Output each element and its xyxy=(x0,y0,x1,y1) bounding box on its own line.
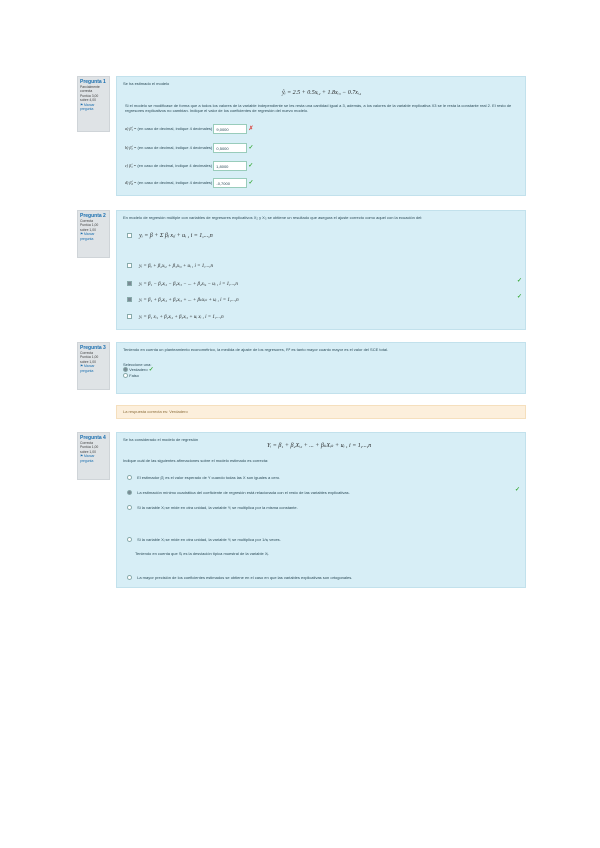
question-number: Pregunta 4 xyxy=(80,435,106,441)
q4-option-2[interactable]: La estimación mínimo cuadrática del coeficiente de regresión está relacionada con el resto de las variables explicativas. xyxy=(127,490,350,495)
question-points: Puntúa 3,00 sobre 4,00 xyxy=(80,93,99,103)
flag-question-link[interactable]: ⚑ Marcar pregunta xyxy=(80,364,95,373)
radio-button[interactable] xyxy=(123,373,128,378)
q1-statement: Si el modelo se modificase de forma que a todos los valores de la variable independiente se les resta una cantidad igual a 3, además, a los valores de la variable explicativa X3 se le resta la constante real 2. El resto de regresores explicativos no cambian. Indique el valor de los coeficientes de regresión del nuevo modelo. xyxy=(125,103,512,113)
flag-question-link[interactable]: ⚑ Marcar pregunta xyxy=(80,232,95,241)
q1-answer-row-b: b) β̂₂ = (en caso de decimal, indique 4 decimales) 0,5000 ✓ xyxy=(125,143,254,153)
checkbox[interactable] xyxy=(127,263,132,268)
correct-icon: ✓ xyxy=(248,180,254,187)
radio-button[interactable] xyxy=(123,367,128,372)
q4-option-5[interactable]: La mayor precisión de los coeficientes estimados se obtiene en el caso en que las variables explicativas son ortogonales. xyxy=(127,575,352,580)
question-number: Pregunta 3 xyxy=(80,345,106,351)
question-2-info xyxy=(77,210,110,258)
question-3-info xyxy=(77,342,110,390)
q2-option-1[interactable]: yᵢ = β + Σ βⱼ xᵢⱼ + uᵢ , i = 1,...,n xyxy=(127,233,213,239)
question-number: Pregunta 2 xyxy=(80,213,106,219)
q4-option-4[interactable]: Si la variable Xᵢ se mide en otra unidad, la variable Yᵢ se multiplica por 1/sᵢ veces. xyxy=(127,537,281,542)
radio-button[interactable] xyxy=(127,537,132,542)
checkbox[interactable] xyxy=(127,233,132,238)
correct-icon: ✓ xyxy=(248,145,254,152)
answer-field-b[interactable]: 0,5000 xyxy=(213,143,247,153)
question-4-body xyxy=(116,432,526,588)
q4-option-3[interactable]: Si la variable Xᵢ se mide en otra unidad, la variable Yᵢ se multiplica por la misma constante. xyxy=(127,505,298,510)
question-number: Pregunta 1 xyxy=(80,79,106,85)
question-status: Correcta xyxy=(80,219,94,223)
q2-option-5[interactable]: yᵢ = β₁ xᵢ₁ + β₂xᵢ₂ + β₃xᵢ₃ + uᵢ xᵢ , i = 1,...,n xyxy=(127,314,224,320)
q2-option-3[interactable]: yᵢ = β₁ − β₂xᵢ₂ − β₃xᵢ₃ − ... + β₄xᵢ₄ − uᵢ , i = 1,...,n xyxy=(127,281,238,287)
question-2-body xyxy=(116,210,526,330)
radio-button[interactable] xyxy=(127,475,132,480)
answer-field-c[interactable]: 1,8000 xyxy=(213,161,247,171)
q2-option-4[interactable]: yᵢ = β₁ + β₂xᵢ₂ + β₃xᵢ₃ + ... + βₖxᵢₖ + uᵢ , i = 1,...,n xyxy=(127,297,239,303)
question-4-info xyxy=(77,432,110,480)
q1-answer-row-a: a) β̂₁ = (en caso de decimal, indique 4 decimales) 9,0000 ✗ xyxy=(125,124,254,134)
correct-icon: ✓ xyxy=(148,367,154,373)
q1-model: ŷᵢ = 2.5 + 0.5xᵢ₂ + 1.8xᵢ₃ − 0.7xᵢ₄ xyxy=(282,90,361,96)
q1-intro: Se ha estimado el modelo xyxy=(123,81,170,86)
q3-option-false[interactable]: Falso xyxy=(123,373,519,378)
question-status: Parcialmente correcta xyxy=(80,85,100,94)
correct-icon: ✓ xyxy=(248,163,254,170)
q1-answer-row-c: c) β̂₃ = (en caso de decimal, indique 4 decimales) 1,8000 ✓ xyxy=(125,161,253,171)
q3-option-true[interactable]: Verdadero ✓ xyxy=(123,367,519,373)
correct-icon: ✓ xyxy=(515,487,521,493)
question-status: Correcta xyxy=(80,441,94,445)
q1-answer-row-d: d) β̂₄ = (en caso de decimal, indique 4 decimales) -0,7000 ✓ xyxy=(125,178,254,188)
question-1-body xyxy=(116,76,526,196)
checkbox[interactable] xyxy=(127,297,132,302)
answer-field-d[interactable]: -0,7000 xyxy=(213,178,247,188)
correct-icon: ✓ xyxy=(517,294,523,300)
q2-statement: En modelo de regresión múltiple con variables de regresores explicativos X₂ y X₃ se obtiene un resultado que asegura el ajuste correcto como aquel con la ecuación del: xyxy=(123,215,423,220)
radio-button[interactable] xyxy=(127,575,132,580)
q2-option-2[interactable]: yᵢ = βₓ + β₂xᵢ₂ + β₃xᵢ₃ + uᵢ , i = 1,...,n xyxy=(127,263,213,269)
q3-select-label: Seleccione una: xyxy=(123,362,152,367)
checkbox[interactable] xyxy=(127,281,132,286)
radio-button[interactable] xyxy=(127,505,132,510)
q4-model: Yᵢ = β₁ + β₂Xᵢ₂ + ... + βₖXᵢₖ + uᵢ , i = 1,...,n xyxy=(267,443,372,449)
question-1-info xyxy=(77,76,110,132)
question-status: Correcta xyxy=(80,351,94,355)
q4-prompt: Indique cuál de las siguientes afirmaciones sobre el modelo estimado es correcta: xyxy=(123,458,269,463)
question-points: Puntúa 1,00 sobre 1,00 xyxy=(80,355,99,364)
q4-option-1[interactable]: El estimador β̂₁ es el valor esperado de Y cuando todas las X son iguales a cero. xyxy=(127,475,280,480)
q3-correct-answer-feedback: La respuesta correcta es: Verdadero xyxy=(116,405,526,419)
question-points: Puntúa 1,00 sobre 1,00 xyxy=(80,223,99,232)
flag-question-link[interactable]: ⚑ Marcar pregunta xyxy=(80,102,95,112)
answer-field-a[interactable]: 9,0000 xyxy=(213,124,247,134)
checkbox[interactable] xyxy=(127,314,132,319)
q4-sub-note: Teniendo en cuenta que Sᵢ es la desviación típica muestral de la variable Xᵢ. xyxy=(135,551,270,556)
question-3-body xyxy=(116,342,526,394)
incorrect-icon: ✗ xyxy=(248,126,254,133)
q4-intro: Se ha considerado el modelo de regresión xyxy=(123,437,199,442)
correct-icon: ✓ xyxy=(517,278,523,284)
q3-statement: Teniendo en cuenta un planteamiento econométrico, la medida de ajuste de los regresores, R² es tanto mayor cuanto mayor es el valor del SCE total. xyxy=(123,347,389,352)
question-points: Puntúa 1,00 sobre 1,00 xyxy=(80,445,99,454)
flag-question-link[interactable]: ⚑ Marcar pregunta xyxy=(80,454,95,463)
radio-button[interactable] xyxy=(127,490,132,495)
